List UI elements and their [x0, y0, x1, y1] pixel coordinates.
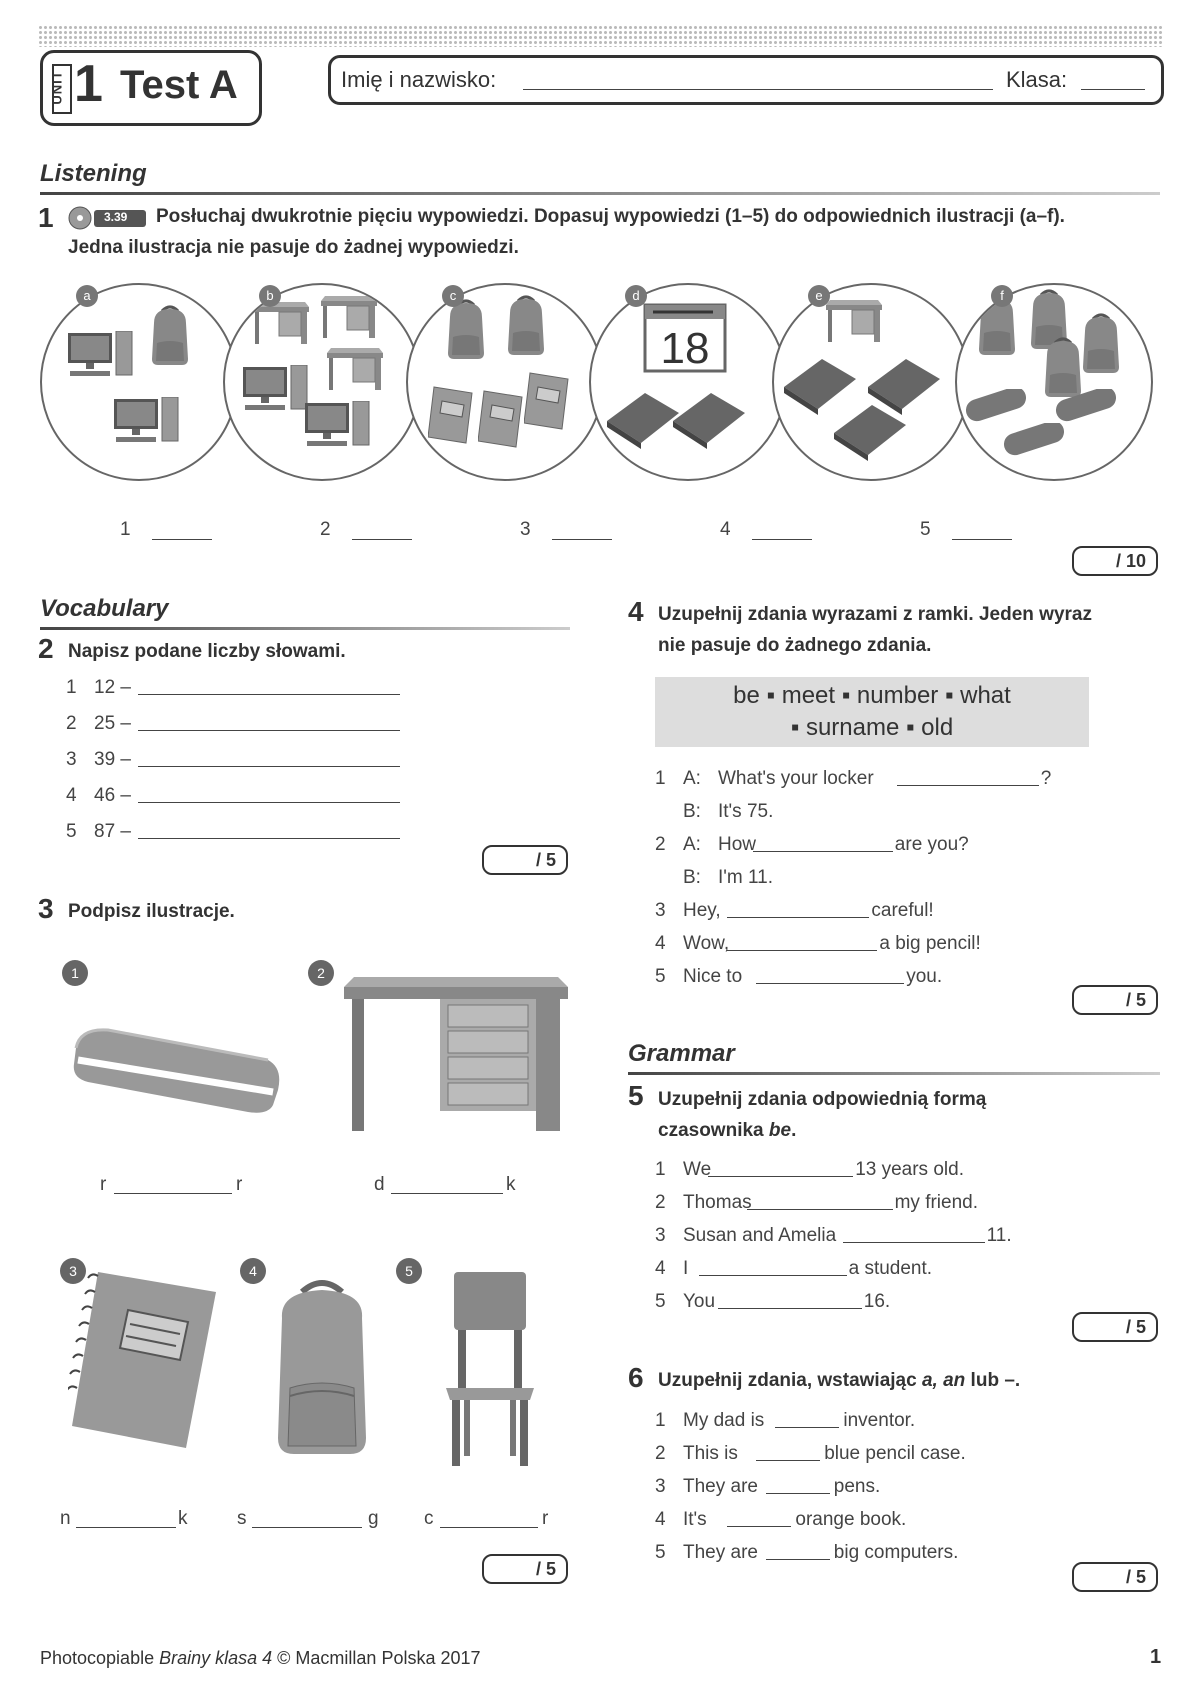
sentence-end: careful! — [871, 900, 934, 921]
answer-field[interactable] — [699, 1274, 847, 1276]
section-divider — [40, 192, 1160, 195]
answer-field[interactable] — [727, 949, 877, 951]
label-2-start: d — [374, 1174, 385, 1195]
item-number: 1 — [655, 1410, 666, 1431]
item-number: 4 — [655, 1509, 666, 1530]
answer-field[interactable] — [775, 1426, 839, 1428]
section-listening: Listening — [40, 160, 147, 187]
item-number: 3 — [655, 1476, 666, 1497]
item-number: 5 — [66, 821, 77, 842]
picture-letter: c — [442, 285, 464, 307]
item-number: 5 — [655, 1291, 666, 1312]
picture-c — [406, 283, 604, 481]
notebook-icon — [478, 389, 524, 449]
sentence-start: What's your locker — [718, 768, 874, 789]
instruction-ex4-line2: nie pasuje do żadnego zdania. — [658, 635, 932, 656]
instruction-ex5-line1: Uzupełnij zdania odpowiednią formą — [658, 1089, 987, 1110]
computer-icon — [241, 365, 309, 413]
instruction-ex1-line2: Jedna ilustracja nie pasuje do żadnej wypowiedzi. — [68, 237, 519, 258]
sentence-start: We — [683, 1159, 712, 1180]
sentence-end: blue pencil case. — [824, 1443, 966, 1464]
picture-letter: d — [625, 285, 647, 307]
desk-icon — [325, 347, 385, 391]
answer-number: 1 — [120, 519, 131, 540]
answer-field[interactable] — [252, 1526, 362, 1528]
section-divider — [628, 1072, 1160, 1075]
sentence-start: Susan and Amelia — [683, 1225, 837, 1246]
sentence-start: They are — [683, 1476, 758, 1497]
answer-field[interactable] — [152, 538, 212, 540]
class-field[interactable] — [1081, 88, 1145, 90]
number-prompt: 87 – — [94, 821, 131, 842]
sentence-start: It's 75. — [718, 801, 774, 822]
backpack-icon — [444, 299, 488, 361]
sentence-end: you. — [906, 966, 943, 987]
word-box-line1: be ▪ meet ▪ number ▪ what — [733, 682, 1011, 709]
answer-field[interactable] — [76, 1526, 176, 1528]
instruction-ex6: Uzupełnij zdania, wstawiając a, an lub –. — [658, 1370, 1021, 1391]
answer-field[interactable] — [753, 850, 893, 852]
backpack-icon — [504, 295, 548, 357]
label-5-start: c — [424, 1508, 434, 1529]
item-number: 1 — [655, 768, 666, 789]
unit-label: UNIT — [49, 70, 65, 105]
dotted-band — [38, 25, 1162, 47]
answer-field[interactable] — [138, 693, 400, 695]
sentence-start: Hey, — [683, 900, 721, 921]
answer-field[interactable] — [708, 1175, 853, 1177]
sentence-end: a big pencil! — [879, 933, 981, 954]
sentence-end: big computers. — [833, 1542, 959, 1563]
book-icon — [832, 403, 908, 463]
item-number: 4 — [655, 1258, 666, 1279]
exercise-number: 1 — [38, 202, 54, 233]
answer-field[interactable] — [440, 1526, 538, 1528]
calendar-number: 18 — [660, 324, 710, 373]
unit-label-box — [49, 64, 72, 114]
pencil-case-icon — [1053, 389, 1119, 425]
sentence-start: Wow, — [683, 933, 730, 954]
answer-field[interactable] — [752, 538, 812, 540]
answer-field[interactable] — [352, 538, 412, 540]
test-title: Test A — [120, 63, 238, 107]
label-3-start: n — [60, 1508, 71, 1529]
instruction-ex5-line2: czasownika be. — [658, 1120, 797, 1141]
label-1-start: r — [100, 1174, 107, 1195]
number-prompt: 39 – — [94, 749, 131, 770]
sentence-start: I — [683, 1258, 689, 1279]
item-number: 3 — [66, 749, 77, 770]
item-number: 5 — [655, 966, 666, 987]
answer-field[interactable] — [718, 1307, 862, 1309]
speaker-label: B: — [683, 801, 701, 822]
picture-e — [772, 283, 970, 481]
exercise-number: 6 — [628, 1362, 644, 1393]
picture-b — [223, 283, 421, 481]
item-number: 1 — [655, 1159, 666, 1180]
speaker-label: A: — [683, 768, 701, 789]
score-box-ex4[interactable]: / 5 — [1072, 985, 1158, 1015]
answer-field[interactable] — [756, 1459, 820, 1461]
item-number: 1 — [66, 677, 77, 698]
footer-copyright: Photocopiable Brainy klasa 4 © Macmillan Polska 2017 — [40, 1648, 481, 1668]
instruction-ex1-line1: Posłuchaj dwukrotnie pięciu wypowiedzi. Dopasuj wypowiedzi (1–5) do odpowiednich ilustracji (a–f). — [156, 206, 1065, 227]
label-2-end: k — [506, 1174, 516, 1195]
section-grammar: Grammar — [628, 1040, 735, 1067]
desk-icon — [319, 295, 379, 339]
score-box-ex6[interactable]: / 5 — [1072, 1562, 1158, 1592]
picture-number: 1 — [62, 960, 88, 986]
sentence-start: This is — [683, 1443, 738, 1464]
picture-number: 4 — [240, 1258, 266, 1284]
answer-field[interactable] — [727, 1525, 791, 1527]
notebook-icon — [524, 371, 570, 431]
picture-a — [40, 283, 238, 481]
desk-icon — [251, 301, 311, 345]
answer-field[interactable] — [843, 1241, 985, 1243]
answer-field[interactable] — [138, 801, 400, 803]
pencil-case-icon — [1001, 423, 1067, 459]
sentence-end: are you? — [894, 834, 969, 855]
exercise-number: 5 — [628, 1080, 644, 1111]
computer-icon — [303, 401, 371, 449]
sentence-start: They are — [683, 1542, 758, 1563]
label-3-end: k — [178, 1508, 188, 1529]
answer-number: 5 — [920, 519, 931, 540]
answer-field[interactable] — [138, 729, 400, 731]
sentence-start: Thomas — [683, 1192, 752, 1213]
answer-number: 2 — [320, 519, 331, 540]
sentence-end: inventor. — [843, 1410, 916, 1431]
sentence-end: orange book. — [795, 1509, 907, 1530]
picture-letter: b — [259, 285, 281, 307]
section-divider — [40, 627, 570, 630]
notebook-icon — [68, 1262, 218, 1452]
item-number: 2 — [655, 1443, 666, 1464]
item-number: 3 — [655, 900, 666, 921]
number-prompt: 25 – — [94, 713, 131, 734]
name-box — [328, 55, 1164, 105]
backpack-icon — [148, 305, 192, 367]
speaker-label: A: — [683, 834, 701, 855]
name-field[interactable] — [523, 88, 993, 90]
score-box-ex1[interactable]: / 10 — [1072, 546, 1158, 576]
answer-field[interactable] — [756, 982, 904, 984]
picture-letter: a — [76, 285, 98, 307]
sentence-start: I'm 11. — [718, 867, 774, 888]
picture-d — [589, 283, 787, 481]
name-label: Imię i nazwisko: — [341, 67, 497, 92]
answer-field[interactable] — [391, 1192, 503, 1194]
unit-number: 1 — [74, 55, 103, 113]
picture-number: 3 — [60, 1258, 86, 1284]
section-vocabulary: Vocabulary — [40, 595, 169, 622]
item-number: 4 — [66, 785, 77, 806]
picture-f — [955, 283, 1153, 481]
instruction-ex3: Podpisz ilustracje. — [68, 901, 235, 922]
answer-field[interactable] — [766, 1558, 830, 1560]
backpack-icon — [262, 1278, 382, 1458]
book-icon — [671, 391, 747, 451]
answer-number: 3 — [520, 519, 531, 540]
answer-number: 4 — [720, 519, 731, 540]
item-number: 2 — [655, 1192, 666, 1213]
pencil-case-icon — [963, 389, 1029, 425]
backpack-icon — [1079, 313, 1123, 375]
picture-letter: e — [808, 285, 830, 307]
exercise-number: 2 — [38, 633, 54, 664]
answer-field[interactable] — [138, 765, 400, 767]
page-number: 1 — [1150, 1646, 1162, 1668]
label-4-end: g — [368, 1508, 379, 1529]
number-prompt: 46 – — [94, 785, 131, 806]
computer-icon — [66, 331, 134, 379]
answer-field[interactable] — [114, 1192, 232, 1194]
answer-field[interactable] — [138, 837, 400, 839]
score-box-ex3[interactable]: / 5 — [482, 1554, 568, 1584]
item-number: 3 — [655, 1225, 666, 1246]
chair-icon — [440, 1270, 540, 1470]
answer-field[interactable] — [952, 538, 1012, 540]
answer-field[interactable] — [552, 538, 612, 540]
sentence-end: 11. — [986, 1225, 1012, 1246]
sentence-end: 16. — [863, 1291, 891, 1312]
picture-letter: f — [991, 285, 1013, 307]
notebook-icon — [428, 385, 474, 445]
score-box-ex2[interactable]: / 5 — [482, 845, 568, 875]
sentence-end: pens. — [833, 1476, 881, 1497]
sentence-start: How — [718, 834, 757, 855]
picture-number: 2 — [308, 960, 334, 986]
desk-icon — [824, 299, 884, 343]
number-prompt: 12 – — [94, 677, 131, 698]
label-4-start: s — [237, 1508, 247, 1529]
word-box-line2: ▪ surname ▪ old — [790, 714, 954, 741]
book-icon — [605, 391, 681, 451]
item-number: 4 — [655, 933, 666, 954]
item-number: 5 — [655, 1542, 666, 1563]
audio-track[interactable] — [68, 206, 148, 230]
exercise-number: 4 — [628, 596, 644, 627]
label-5-end: r — [542, 1508, 549, 1529]
sentence-start: It's — [683, 1509, 707, 1530]
score-box-ex5[interactable]: / 5 — [1072, 1312, 1158, 1342]
computer-icon — [112, 397, 180, 445]
sentence-end: 13 years old. — [855, 1159, 964, 1180]
sentence-end: a student. — [848, 1258, 933, 1279]
answer-field[interactable] — [747, 1208, 893, 1210]
label-1-end: r — [236, 1174, 243, 1195]
exercise-number: 3 — [38, 893, 54, 924]
track-number: 3.39 — [104, 210, 128, 224]
instruction-ex2: Napisz podane liczby słowami. — [68, 641, 346, 662]
answer-field[interactable] — [727, 916, 869, 918]
sentence-end: my friend. — [894, 1192, 979, 1213]
picture-number: 5 — [396, 1258, 422, 1284]
sentence-start: Nice to — [683, 966, 743, 987]
eraser-icon — [68, 1020, 284, 1120]
instruction-ex4-line1: Uzupełnij zdania wyrazami z ramki. Jeden wyraz — [658, 604, 1092, 625]
sentence-end: ? — [1040, 768, 1052, 789]
desk-icon — [340, 975, 572, 1135]
calendar-icon — [643, 303, 727, 373]
sentence-start: My dad is — [683, 1410, 765, 1431]
item-number: 2 — [655, 834, 666, 855]
answer-field[interactable] — [766, 1492, 830, 1494]
item-number: 2 — [66, 713, 77, 734]
speaker-label: B: — [683, 867, 701, 888]
answer-field[interactable] — [897, 784, 1039, 786]
class-label: Klasa: — [1006, 67, 1068, 92]
word-box — [655, 677, 1089, 747]
sentence-start: You — [683, 1291, 716, 1312]
